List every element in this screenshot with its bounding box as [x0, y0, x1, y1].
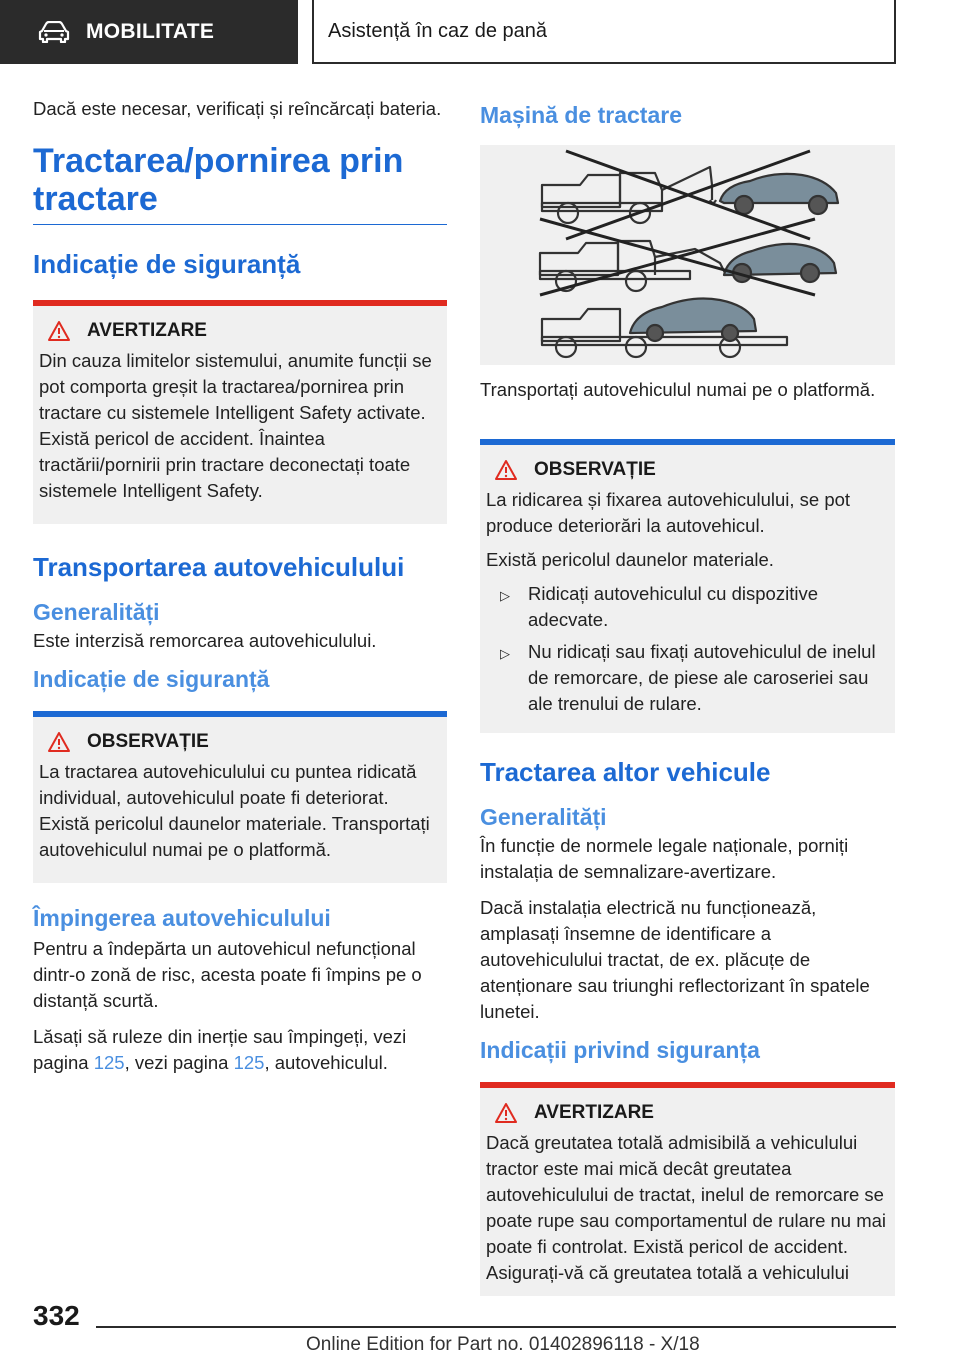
notice-triangle-icon: [47, 731, 71, 753]
general-text-2: Dacă instalația electrică nu funcționează, amplasați însemne de identificare a autovehiculului tractat, de ex. plăcuțe de atenționare sau triunghi reflectorizant în spatele lunetei.: [480, 897, 870, 1022]
other-vehicles-heading: Tractarea altor vehicule: [480, 757, 771, 787]
list-item: ▷ Nu ridicați sau fixați autovehiculul de inelul de remorcare, de piese ale caroseriei sau ale trenului de rulare.: [486, 639, 887, 717]
warning-text: Dacă greutatea totală admisibilă a vehiculului tractor este mai mică decât greutatea autovehiculului de tractat, inelul de remorcare se poate rupe sau comportamentul de rulare nu mai poate fi controlat. Există pericol de accident. Asigurați-vă că greutatea totală a vehiculului: [486, 1132, 887, 1283]
warning-text: Din cauza limitelor sistemului, anumite funcții se pot comporta greșit la tractarea/pornirea prin tractare cu sistemele Intelligent Safety activate. Există pericol de accident. Înaintea tractării/pornirii prin tractare deconectați toate sistemele Intelligent Safety.: [39, 350, 432, 501]
list-item: ▷ Ridicați autovehiculul cu dispozitive adecvate.: [486, 581, 887, 633]
right-column: [480, 96, 895, 1296]
bullet-triangle-icon: ▷: [500, 646, 510, 661]
push-heading: Împingerea autovehiculului: [33, 905, 331, 931]
tow-truck-diagram: [480, 145, 895, 365]
chapter-title: Asistență în caz de pană: [328, 19, 548, 42]
footer-divider: [96, 1326, 896, 1328]
left-column: [33, 96, 447, 1086]
section-title: MOBILITATE: [86, 20, 215, 43]
push-text: Pentru a îndepărta un autovehicul nefuncțional dintr-o zonă de risc, acesta poate fi împins pe o distanță scurtă.: [33, 938, 422, 1011]
warning-triangle-icon: [494, 1102, 518, 1124]
notice-text-2: Există pericolul daunelor materiale.: [486, 549, 774, 570]
illustration-caption: Transportați autovehiculul numai pe o platformă.: [480, 379, 876, 400]
warning-label: AVERTIZARE: [534, 1102, 654, 1123]
push-text-2: Lăsați să ruleze din inerție sau împingeți, vezi pagina 125, vezi pagina 125, autovehiculul.: [33, 1026, 407, 1073]
safety-heading-right: Indicații privind siguranța: [480, 1037, 760, 1063]
general-heading: Generalități: [33, 599, 160, 625]
general-heading: Generalități: [480, 804, 607, 830]
warning-label: AVERTIZARE: [87, 320, 207, 341]
general-text-1: În funcție de normele legale naționale, porniți instalația de semnalizare-avertizare.: [480, 835, 849, 882]
main-heading: Tractarea/pornirea prin tractare: [33, 142, 447, 225]
notice-box-2: [480, 439, 895, 733]
warning-triangle-icon: [47, 320, 71, 342]
notice-text: La tractarea autovehiculului cu puntea ridicată individual, autovehiculul poate fi deteriorat. Există pericolul daunelor materiale. Transportați autovehiculul numai pe o platformă.: [39, 761, 430, 860]
bullet-triangle-icon: ▷: [500, 588, 510, 603]
warning-box: [33, 300, 447, 524]
safety2-heading: Indicație de siguranță: [33, 666, 270, 692]
warning-box-2: [480, 1082, 895, 1296]
notice-label: OBSERVAȚIE: [87, 731, 209, 752]
section-tab: [0, 0, 298, 64]
page-number: 332: [33, 1300, 80, 1331]
notice-list: [486, 581, 887, 717]
page-link[interactable]: 125: [233, 1052, 265, 1073]
car-icon: [38, 21, 70, 43]
general-text: Este interzisă remorcarea autovehiculului.: [33, 630, 377, 651]
tow-truck-heading: Mașină de tractare: [480, 102, 682, 128]
edition-text: Online Edition for Part no. 01402896118 - X/18: [306, 1334, 700, 1355]
tow-truck-illustration: [480, 145, 895, 365]
intro-text: Dacă este necesar, verificați și reîncărcați bateria.: [33, 98, 442, 119]
page-link[interactable]: 125: [93, 1052, 125, 1073]
notice-triangle-icon: [494, 459, 518, 481]
transport-heading: Transportarea autovehiculului: [33, 552, 405, 582]
notice-label: OBSERVAȚIE: [534, 459, 656, 480]
chapter-header: [312, 0, 896, 64]
safety-heading: Indicație de siguranță: [33, 249, 301, 279]
notice-text-1: La ridicarea și fixarea autovehiculului, se pot produce deteriorări la autovehicul.: [486, 489, 851, 536]
notice-box: [33, 711, 447, 883]
